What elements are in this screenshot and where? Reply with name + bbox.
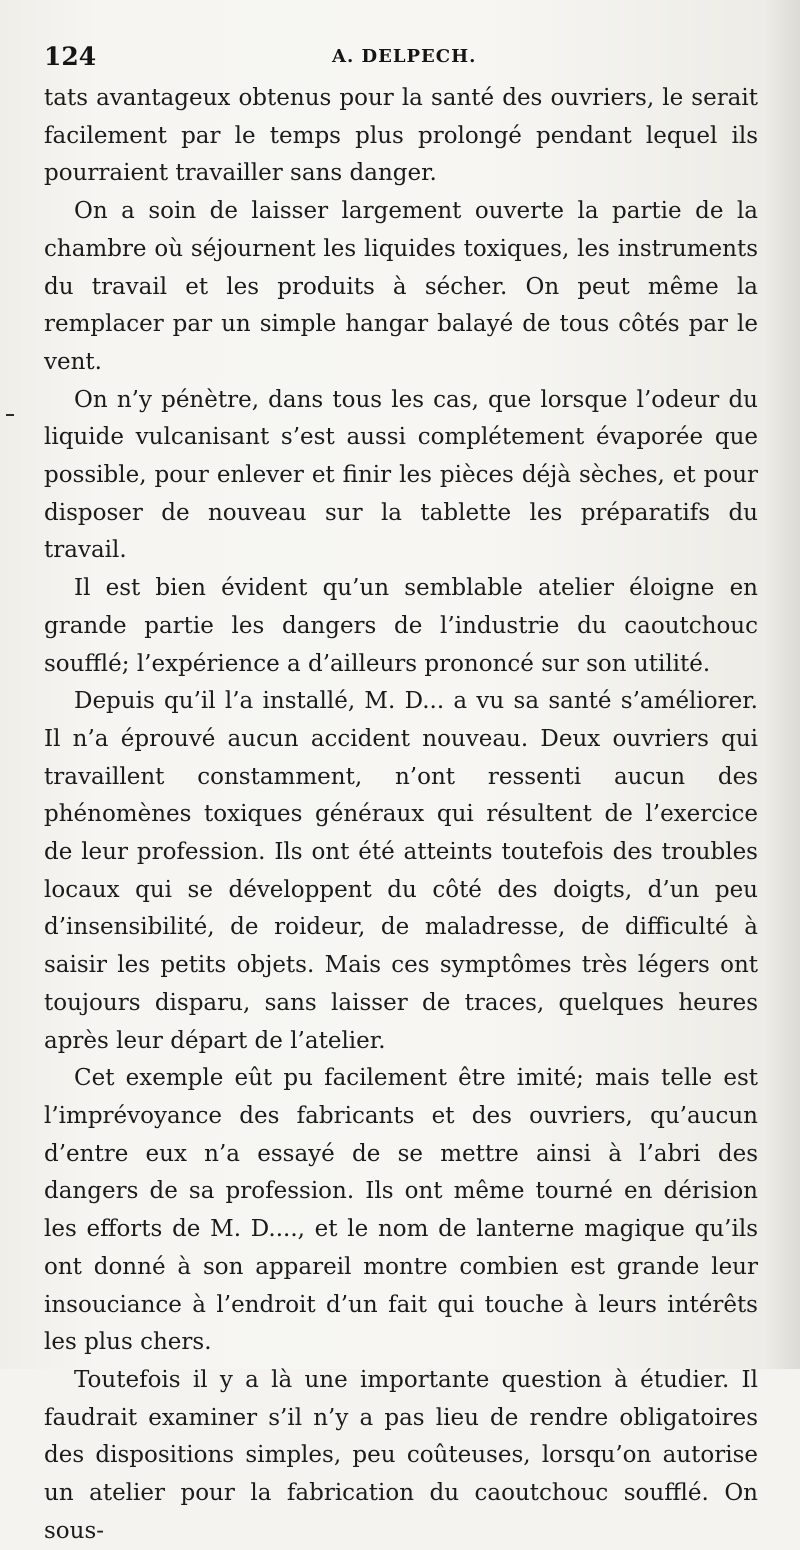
page-header <box>44 38 764 78</box>
page-edge-shadow <box>764 0 800 1369</box>
page-number: 124 <box>44 42 97 71</box>
paragraph-7: Toutefois il y a là une importante question à étudier. Il faudrait examiner s’il n’y a pas lieu de rendre obligatoires des dispositions simples, peu coûteuses, lorsqu’on autorise un atelier pour la fabrication du caoutchouc soufflé. On sous- <box>44 1366 758 1544</box>
paragraph-5: Depuis qu’il l’a installé, M. D... a vu sa santé s’améliorer. Il n’a éprouvé aucun accident nouveau. Deux ouvriers qui travaillent constamment, n’ont ressenti aucun des phénomènes toxiques généraux qui résultent de l’exercice de leur profession. Ils ont été atteints toutefois des troubles locaux qui se développent du côté des doigts, d’un peu d’insensibilité, de roideur, de maladresse, de difficulté à saisir les petits objets. Mais ces symptômes très légers ont toujours disparu, sans laisser de traces, quelques heures après leur départ de l’atelier. <box>44 688 758 1054</box>
body-text <box>44 80 758 1550</box>
paragraph-4: Il est bien évident qu’un semblable atelier éloigne en grande partie les dangers de l’industrie du caoutchouc soufflé; l’expérience a d’ailleurs prononcé sur son utilité. <box>44 575 758 677</box>
running-head: A. DELPECH. <box>332 46 477 67</box>
paragraph-2: On a soin de laisser largement ouverte la partie de la chambre où séjournent les liquides toxiques, les instruments du travail et les produits à sécher. On peut même la remplacer par un simple hangar balayé de tous côtés par le vent. <box>44 198 758 375</box>
paragraph-6: Cet exemple eût pu facilement être imité; mais telle est l’imprévoyance des fabricants et des ouvriers, qu’aucun d’entre eux n’a essayé de se mettre ainsi à l’abri des dangers de sa profession. Ils ont même tourné en dérision les efforts de M. D...., et le nom de lanterne magique qu’ils ont donné à son appareil montre combien est grande leur insouciance à l’endroit d’un fait qui touche à leurs intérêts les plus chers. <box>44 1065 758 1356</box>
paragraph-1: tats avantageux obtenus pour la santé des ouvriers, le serait facilement par le temps plus prolongé pendant lequel ils pourraient travailler sans danger. <box>44 85 758 187</box>
paragraph-3: On n’y pénètre, dans tous les cas, que lorsque l’odeur du liquide vulcanisant s’est aussi complétement évaporée que possible, pour enlever et finir les pièces déjà sèches, et pour disposer de nouveau sur la tablette les préparatifs du travail. <box>44 386 758 564</box>
margin-mark <box>6 414 14 416</box>
